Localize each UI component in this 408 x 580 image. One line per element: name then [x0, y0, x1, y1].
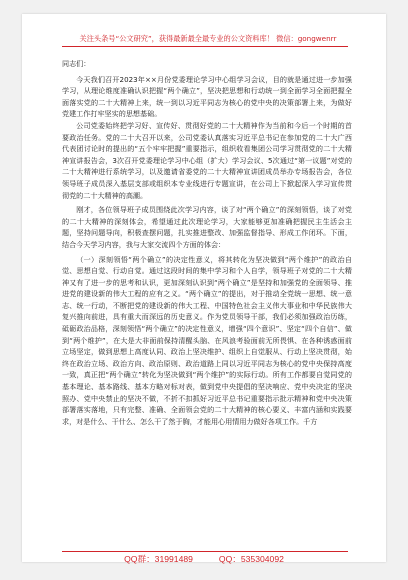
paragraph: 公司党委始终把学习好、宣传好、贯彻好党的二十大精神作为当前和今后一个时期的首要政治任务。党的二十大召开以来，公司党委认真落实习近平总书记在参加党的二十大广西代表团讨论时的提出的“五个牢牢把握”重要指示，组织收看集团公司学习贯彻党的二十大精神宣讲报告会，3次召开党委理论学习中心组（扩大）学习会议、5次通过“第一议题”对党的二十大精神进行系统学习，以及邀请省委党的二十大精神宣讲团成员举办专场报告会，各位领导班子成员深入基层支部或组织本专业线进行专题宣讲，在公司上下掀起深入学习宣传贯彻党的二十大精神的高潮。 — [62, 120, 352, 200]
footer-qq-number: QQ：535304092 — [218, 554, 284, 564]
header-divider — [62, 46, 348, 47]
paragraph: 刚才，各位领导班子成员围绕此次学习内容，谈了对“两个确立”的深刻领悟，谈了对党的二十大精神的深刻体会，希望通过此次理论学习，大家能够更加准确把握民主生活会主题，坚持问题导向，积极查摆问题，扎实推进整改、加强监督指导、形成工作闭环。下面，结合今天学习内容，我与大家交流四个方面的体会： — [62, 205, 352, 249]
header-banner: 关注头条号“公文研究”，获得最新最全最专业的公文资料库！ 微信：gongwenrr — [79, 34, 337, 43]
footer-qq-group: QQ群：31991489 — [124, 554, 193, 564]
document-body — [62, 58, 352, 427]
footer-divider — [62, 551, 348, 552]
paragraph: 今天我们召开2023年××月份党委理论学习中心组学习会议，目的就是通过进一步加强学习，从理论维度准确认识把握“两个确立”，坚决把思想和行动统一到全面学习全面把握全面落实党的二十大精神上来，统一到以习近平同志为核心的党中央的决策部署上来，为做好党建工作打牢坚实的思想基础。 — [62, 74, 352, 119]
document-page — [22, 14, 386, 562]
footer — [22, 554, 386, 565]
paragraph: （一）深刻领悟“两个确立”的决定性意义，将其转化为坚决做到“两个维护”的政治自觉、思想自觉、行动自觉。通过这段时间的集中学习和个人自学，领导班子对党的二十大精神又有了进一步的思考和认识，更加深刻认识到“两个确立”是坚持和加强党的全面领导、推进党的建设新的伟大工程的应有之义。“两个确立”的提出，对于推动全党统一思想、统一意志、统一行动，不断把党的建设新的伟大工程、中国特色社会主义伟大事业和中华民族伟大复兴推向前进，具有重大而深远的历史意义。作为党员领导干部，我们必须加强政治历练，砥砺政治品格，深刻领悟“两个确立”的决定性意义，增强“四个意识”、坚定“四个自信”、做到“两个维护”，在大是大非面前保持清醒头脑、在风浪考验面前无所畏惧、在各种诱惑面前立场坚定，做到思想上高度认同、政治上坚决维护、组织上自觉服从、行动上坚决贯彻，始终在政治立场、政治方向、政治原则、政治道路上同以习近平同志为核心的党中央保持高度一致，真正把“两个确立”转化为坚决做到“两个维护”的实际行动。所有工作都要自觉同党的基本理论、基本路线、基本方略对标对表，做到党中央提倡的坚决响应、党中央决定的坚决照办、党中央禁止的坚决不做，不折不扣抓好习近平总书记重要指示批示精神和党中央决策部署落实落地，只有完整、准确、全面领会党的二十大精神的核心要义、丰富内涵和实践要求，对是什么、干什么、怎么干了然于胸，才能用心用情用力做好各项工作。千方 — [62, 254, 352, 426]
salutation: 同志们： — [62, 59, 91, 68]
